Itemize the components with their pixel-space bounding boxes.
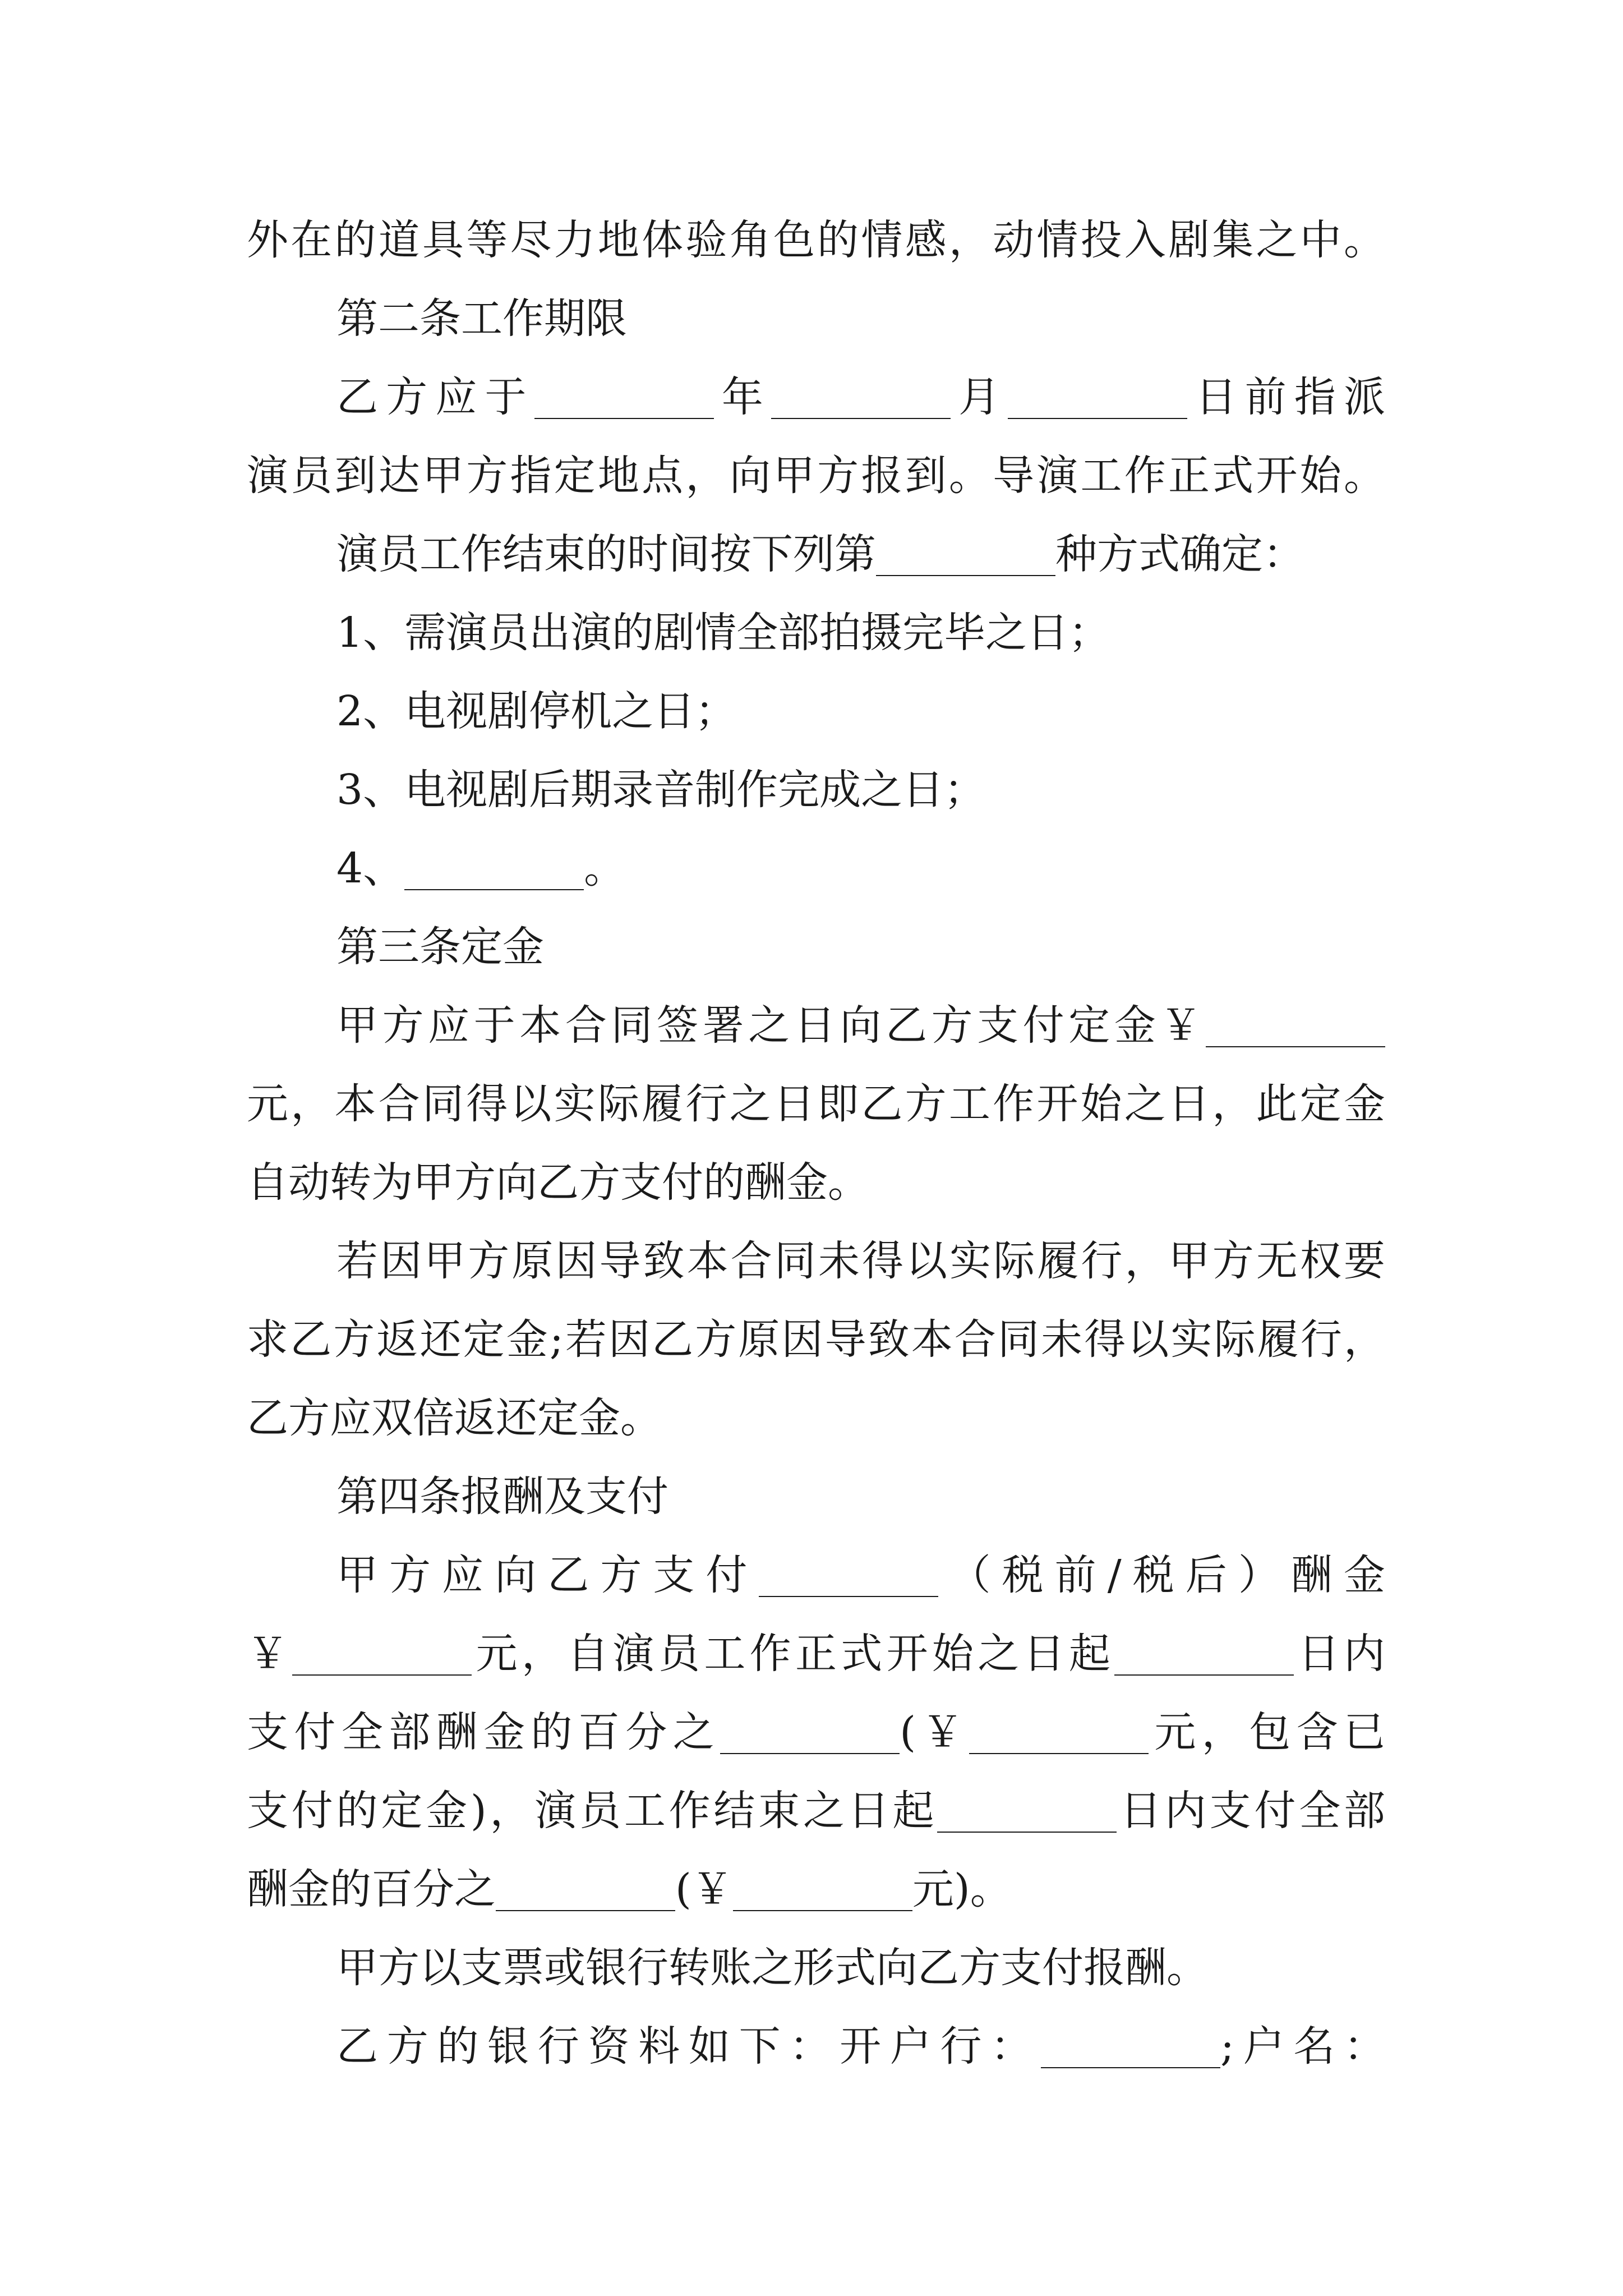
text-segment: 演员工作结束的时间按下列第: [336, 530, 876, 578]
heading-text: 第三条定金: [336, 923, 544, 971]
section-heading: [336, 1457, 1385, 1536]
text-line: [336, 1536, 1385, 1614]
text-line: [247, 1614, 1385, 1693]
text-segment: 1、需演员出演的剧情全部拍摄完毕之日；: [336, 609, 1110, 657]
fill-in-blank[interactable]: [1041, 2026, 1220, 2068]
text-line: [247, 1143, 1385, 1222]
text-line: [247, 1379, 1385, 1457]
text-segment: 支付全部酬金的百分之: [247, 1708, 721, 1756]
text-segment: 。: [584, 844, 626, 892]
text-segment: 演员到达甲方指定地点，向甲方报到。导演工作正式开始。: [247, 452, 1385, 500]
text-segment: 元，包含已: [1148, 1708, 1385, 1756]
text-segment: 3、电视剧后期录音制作完成之日；: [336, 766, 986, 814]
text-segment: 元，本合同得以实际履行之日即乙方工作开始之日，此定金: [247, 1080, 1385, 1128]
text-segment: 月: [951, 373, 1008, 421]
fill-in-blank[interactable]: [937, 1790, 1117, 1833]
text-line: [247, 201, 1385, 279]
text-line: [247, 1065, 1385, 1143]
fill-in-blank[interactable]: [1114, 1633, 1294, 1676]
text-segment: 酬金的百分之: [247, 1865, 496, 1913]
text-line: [336, 358, 1385, 436]
text-segment: 日前指派: [1187, 373, 1385, 421]
text-line: [247, 1693, 1385, 1772]
fill-in-blank[interactable]: [1008, 376, 1187, 419]
text-line: [336, 986, 1385, 1065]
text-segment: 支付的定金)，演员工作结束之日起: [247, 1787, 938, 1835]
text-segment: 甲方应向乙方支付: [336, 1551, 759, 1599]
fill-in-blank[interactable]: [733, 1869, 912, 1911]
text-line: [247, 1300, 1385, 1379]
text-line: [247, 1772, 1385, 1850]
text-segment: 自动转为甲方向乙方支付的酬金。: [247, 1158, 869, 1207]
fill-in-blank[interactable]: [720, 1711, 900, 1754]
text-line: [247, 436, 1385, 515]
fill-in-blank[interactable]: [969, 1711, 1149, 1754]
text-line: [336, 1929, 1385, 2007]
list-item: [336, 593, 1385, 672]
text-segment: （税前/税后）酬金: [938, 1551, 1385, 1599]
text-segment: 元)。: [912, 1865, 1012, 1913]
text-segment: ￥: [247, 1630, 293, 1678]
text-line: [336, 2007, 1385, 2086]
text-segment: 外在的道具等尽力地体验角色的情感，动情投入剧集之中。: [247, 216, 1385, 264]
text-line: [336, 1222, 1385, 1300]
list-item: [336, 829, 1385, 908]
text-segment: 乙方应于: [336, 373, 534, 421]
text-segment: 乙方的银行资料如下：开户行：: [336, 2022, 1041, 2070]
fill-in-blank[interactable]: [876, 533, 1055, 576]
list-item: [336, 751, 1385, 829]
text-segment: 求乙方返还定金;若因乙方原因导致本合同未得以实际履行，: [247, 1315, 1385, 1364]
text-segment: ;户名：: [1220, 2022, 1385, 2070]
fill-in-blank[interactable]: [496, 1869, 675, 1911]
text-segment: 乙方应双倍返还定金。: [247, 1394, 662, 1442]
fill-in-blank[interactable]: [404, 848, 584, 890]
fill-in-blank[interactable]: [534, 376, 714, 419]
text-segment: 日内支付全部: [1117, 1787, 1385, 1835]
text-segment: 日内: [1294, 1630, 1385, 1678]
section-heading: [336, 279, 1385, 358]
text-segment: 甲方以支票或银行转账之形式向乙方支付报酬。: [336, 1944, 1208, 1992]
fill-in-blank[interactable]: [759, 1554, 938, 1597]
fill-in-blank[interactable]: [771, 376, 951, 419]
text-segment: (￥: [900, 1708, 969, 1756]
text-segment: 4、: [336, 844, 405, 892]
fill-in-blank[interactable]: [1206, 1005, 1385, 1047]
text-segment: 若因甲方原因导致本合同未得以实际履行，甲方无权要: [336, 1237, 1385, 1285]
text-segment: 2、电视剧停机之日；: [336, 687, 737, 735]
text-line: [247, 1850, 1385, 1929]
text-segment: 种方式确定：: [1055, 530, 1304, 578]
text-line: [336, 515, 1385, 593]
list-item: [336, 672, 1385, 751]
text-segment: 甲方应于本合同签署之日向乙方支付定金￥: [336, 1001, 1206, 1050]
text-segment: 元，自演员工作正式开始之日起: [472, 1630, 1115, 1678]
heading-text: 第四条报酬及支付: [336, 1473, 668, 1521]
text-segment: (￥: [675, 1865, 733, 1913]
section-heading: [336, 908, 1385, 986]
heading-text: 第二条工作期限: [336, 295, 627, 343]
fill-in-blank[interactable]: [292, 1633, 472, 1676]
text-segment: 年: [713, 373, 772, 421]
